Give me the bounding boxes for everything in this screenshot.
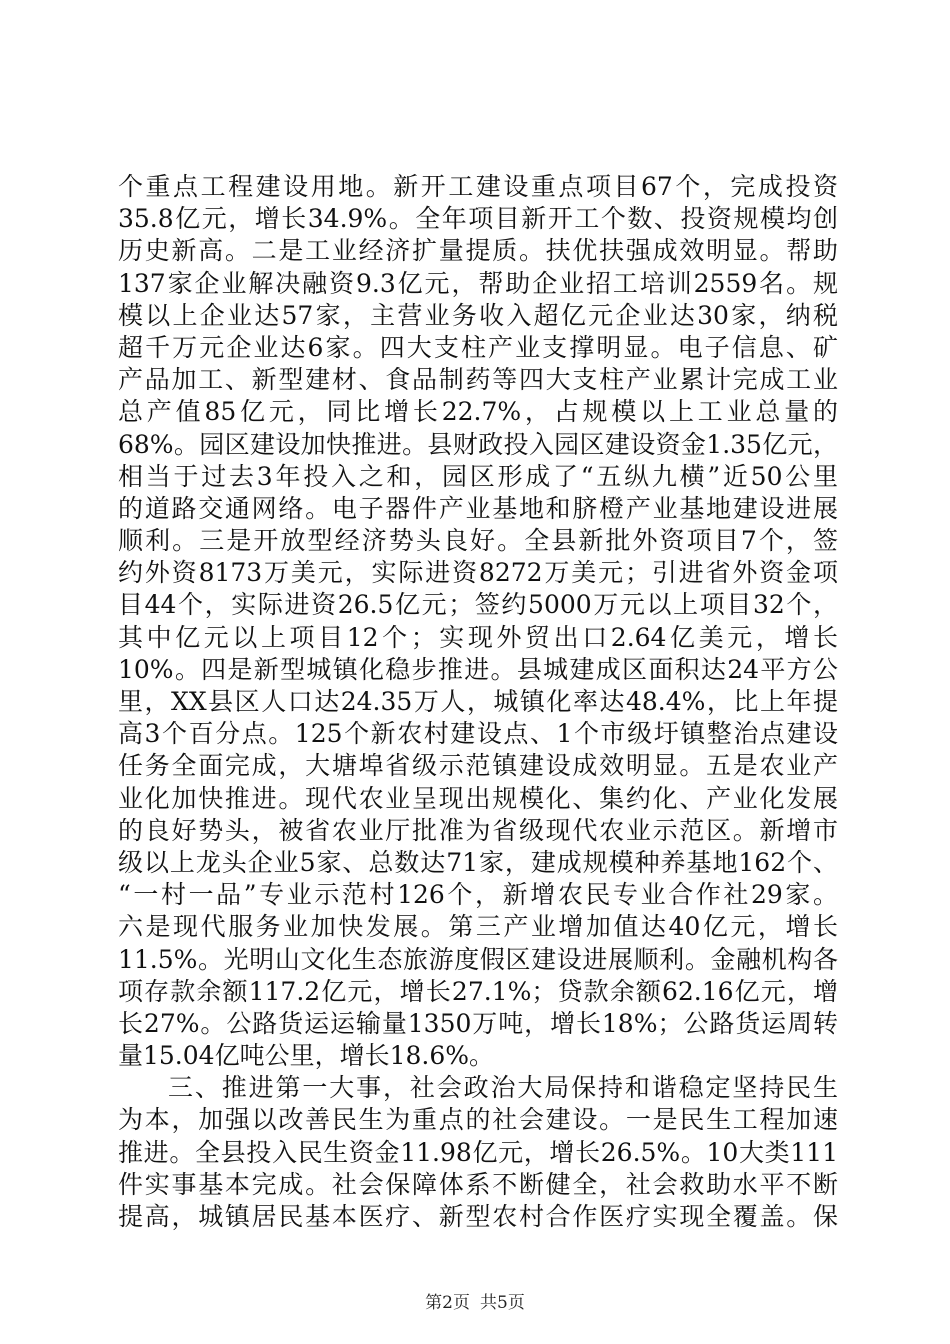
- text-line: 相当于过去3年投入之和，园区形成了“五纵九横”近50公里: [118, 461, 838, 491]
- text-line: 超千万元企业达6家。四大支柱产业支撑明显。电子信息、矿: [118, 332, 838, 362]
- document-body: [118, 171, 838, 1233]
- text-line: 长27%。公路货运运输量1350万吨，增长18%；公路货运周转: [118, 1008, 838, 1038]
- text-line: 目44个，实际进资26.5亿元；签约5000万元以上项目32个，: [118, 590, 838, 620]
- text-line: 推进。全县投入民生资金11.98亿元，增长26.5%。10大类111: [118, 1137, 838, 1167]
- text-line: 项存款余额117.2亿元，增长27.1%；贷款余额62.16亿元，增: [118, 976, 838, 1006]
- page-number: 第2页: [425, 1293, 470, 1313]
- text-line: 量15.04亿吨公里，增长18.6%。: [118, 1041, 494, 1071]
- text-line: 的道路交通网络。电子器件产业基地和脐橙产业基地建设进展: [118, 493, 838, 523]
- text-line: 总产值85亿元，同比增长22.7%，占规模以上工业总量的: [118, 397, 838, 427]
- text-line: “一村一品”专业示范村126个，新增农民专业合作社29家。: [118, 880, 838, 910]
- text-line: 业化加快推进。现代农业呈现出规模化、集约化、产业化发展: [118, 783, 838, 813]
- text-line: 提高，城镇居民基本医疗、新型农村合作医疗实现全覆盖。保: [118, 1202, 838, 1231]
- text-line: 件实事基本完成。社会保障体系不断健全，社会救助水平不断: [118, 1169, 838, 1199]
- text-line: 模以上企业达57家，主营业务收入超亿元企业达30家，纳税: [118, 300, 838, 330]
- text-line: 历史新高。二是工业经济扩量提质。扶优扶强成效明显。帮助: [118, 236, 838, 266]
- text-line: 顺利。三是开放型经济势头良好。全县新批外资项目7个，签: [118, 526, 838, 556]
- text-line: 里，XX县区人口达24.35万人，城镇化率达48.4%，比上年提: [118, 687, 838, 716]
- page-total: 共5页: [480, 1293, 525, 1313]
- text-line: 高3个百分点。125个新农村建设点、1个市级圩镇整治点建设: [118, 719, 838, 749]
- text-line: 约外资8173万美元，实际进资8272万美元；引进省外资金项: [118, 558, 838, 588]
- text-line: 11.5%。光明山文化生态旅游度假区建设进展顺利。金融机构各: [118, 944, 838, 974]
- text-line: 35.8亿元，增长34.9%。全年项目新开工个数、投资规模均创: [118, 204, 838, 234]
- text-line: 其中亿元以上项目12个；实现外贸出口2.64亿美元，增长: [118, 622, 838, 652]
- text-line: 级以上龙头企业5家、总数达71家，建成规模种养基地162个、: [118, 847, 838, 877]
- text-line: 10%。四是新型城镇化稳步推进。县城建成区面积达24平方公: [118, 654, 838, 684]
- text-line: 68%。园区建设加快推进。县财政投入园区建设资金1.35亿元，: [118, 429, 838, 459]
- page-footer: [0, 1288, 950, 1313]
- text-line: 的良好势头，被省农业厅批准为省级现代农业示范区。新增市: [118, 815, 838, 845]
- text-line: 为本，加强以改善民生为重点的社会建设。一是民生工程加速: [118, 1105, 838, 1135]
- text-line: 137家企业解决融资9.3亿元，帮助企业招工培训2559名。规: [118, 268, 838, 298]
- text-line: 三、推进第一大事，社会政治大局保持和谐稳定坚持民生: [168, 1073, 838, 1103]
- text-line: 任务全面完成，大塘埠省级示范镇建设成效明显。五是农业产: [118, 751, 838, 781]
- text-line: 六是现代服务业加快发展。第三产业增加值达40亿元，增长: [118, 912, 838, 942]
- text-line: 个重点工程建设用地。新开工建设重点项目67个，完成投资: [118, 172, 838, 201]
- text-line: 产品加工、新型建材、食品制药等四大支柱产业累计完成工业: [118, 365, 838, 395]
